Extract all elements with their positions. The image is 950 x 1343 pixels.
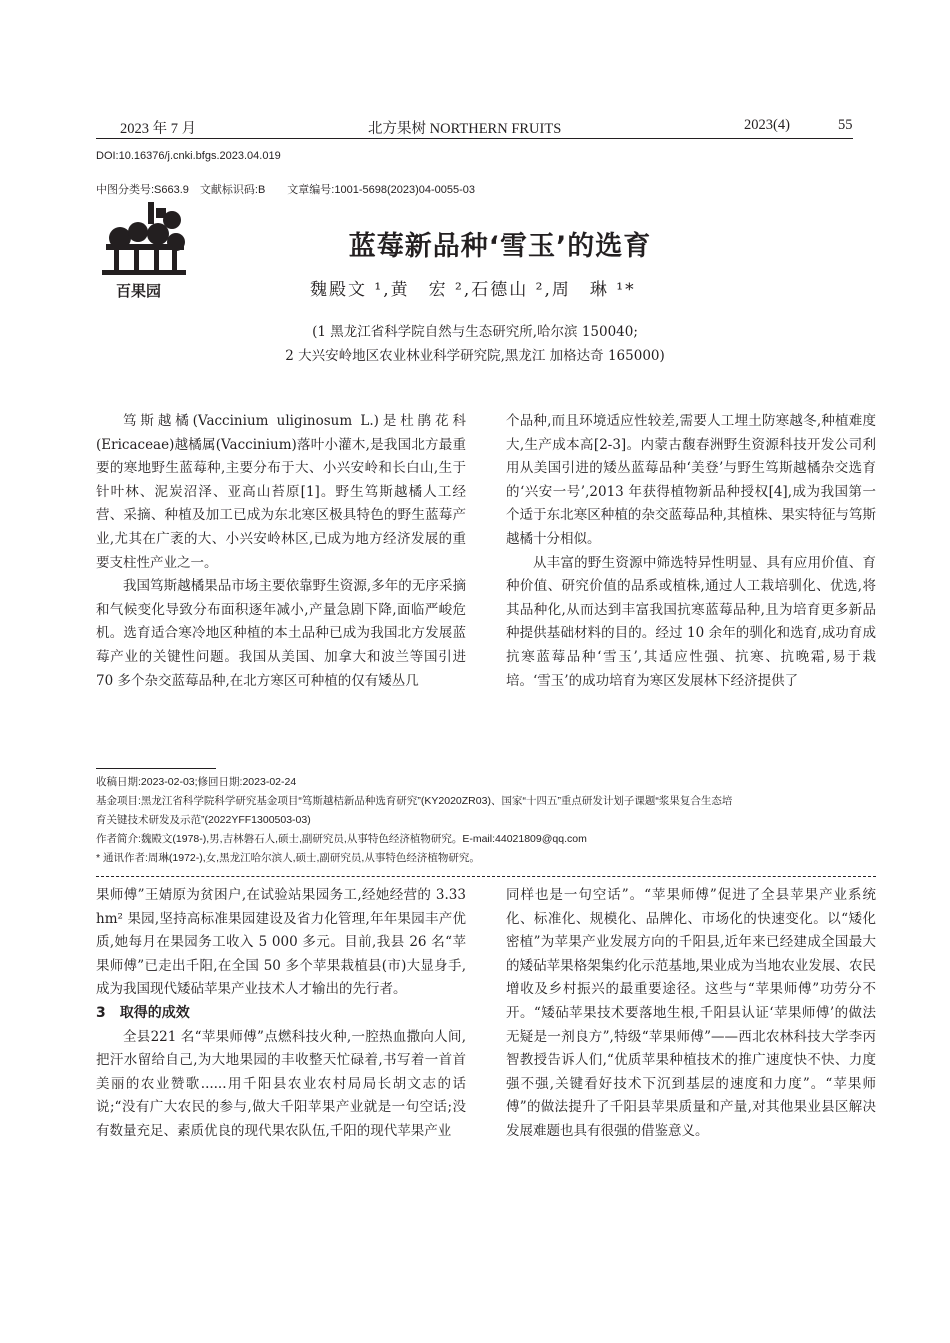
author-list: 魏殿文 ¹,黄 宏 ²,石德山 ²,周 琳 ¹* — [310, 280, 636, 300]
footnote-funding: 基金项目:黑龙江省科学院科学研究基金项目“笃斯越桔新品种选育研究”(KY2020ZR03)、国家“十四五”重点研发计划子课题“浆果复合生态培 — [96, 795, 733, 807]
continuation-column-left — [96, 884, 466, 1244]
body-column-right — [506, 410, 876, 765]
article-title: 蓝莓新品种‘雪玉’的选育 — [348, 231, 652, 262]
footnote-received: 收稿日期:2023-02-03;修回日期:2023-02-24 — [96, 776, 297, 788]
paragraph: 全县221 名“苹果师傅”点燃科技火种,一腔热血撒向人间,把汗水留给自己,为大地果园的丰收整天忙碌着,书写着一首首美丽的农业赞歌......用千阳县农业农村局局长胡文志的话说;“没有广大农民的参与,做大千阳苹果产业就是一句空话;没有数量充足、素质优良的现代果农队伍,千阳的现代苹果产业 — [96, 1028, 466, 1139]
footnote-rule — [96, 768, 216, 769]
paragraph: 从丰富的野生资源中筛选特异性明显、具有应用价值、育种价值、研究价值的品系或植株,通过人工栽培驯化、优选,将其品种化,从而达到丰富我国抗寒蓝莓品种,且为培育更多新品种提供基础材料的目的。经过 10 余年的驯化和选育,成功育成抗寒蓝莓品种‘雪玉’,其适应性强、抗寒、抗晚霜,易于栽培。‘雪玉’的成功培育为寒区发展林下经济提供了 — [506, 554, 876, 689]
section-heading: 3 取得的成效 — [96, 1004, 190, 1021]
paragraph: 笃斯越橘(Vaccinium uliginosum L.)是杜鹃花科(Ericaceae)越橘属(Vaccinium)落叶小灌木,是我国北方最重要的寒地野生蓝莓种,主要分布于大、小兴安岭和长白山,生于针叶林、泥炭沼泽、亚高山苔原[1]。野生笃斯越橘人工经营、采摘、种植及加工已成为东北寒区极具特色的野生蓝莓产业,尤其在广袤的大、小兴安岭林区,已成为地方经济发展的重要支柱性产业之一。 — [96, 413, 466, 571]
paragraph: 同样也是一句空话”。“苹果师傅”促进了全县苹果产业系统化、标准化、规模化、品牌化、市场化的快速变化。以“矮化密植”为苹果产业发展方向的千阳县,近年来已经建成全国最大的矮砧苹果格架集约化示范基地,果业成为当地农业发展、农民增收及乡村振兴的最重要途径。这些与“苹果师傅”功劳分不开。“矮砧苹果技术要落地生根,千阳县认证‘苹果师傅’的做法无疑是一剂良方”,特级“苹果师傅”——西北农林科技大学李丙智教授告诉人们,“优质苹果种植技术的推广速度快不快、力度强不强,关键看好技术下沉到基层的速度和力度”。“苹果师傅”的做法提升了千阳县苹果质量和产量,对其他果业县区解决发展难题也具有很强的借鉴意义。 — [506, 887, 876, 1139]
header-page-number: 55 — [838, 117, 853, 133]
header-journal: 北方果树 NORTHERN FRUITS — [368, 121, 562, 137]
header-date: 2023 年 7 月 — [120, 121, 197, 137]
affiliation-2: 2 大兴安岭地区农业林业科学研究院,黑龙江 加格达奇 165000) — [285, 348, 665, 364]
paragraph: 我国笃斯越橘果品市场主要依靠野生资源,多年的无序采摘和气候变化导致分布面积逐年减小,产量急剧下降,面临严峻危机。选育适合寒冷地区种植的本土品种已成为我国北方发展蓝莓产业的关键性问题。我国从美国、加拿大和波兰等国引进 70 多个杂交蓝莓品种,在北方寒区可种植的仅有矮丛几 — [96, 578, 466, 689]
affiliation-1: (1 黑龙江省科学院自然与生态研究所,哈尔滨 150040; — [312, 324, 638, 340]
logo-label: 百果园 — [116, 282, 162, 300]
header-issue: 2023(4) — [744, 117, 790, 133]
header-rule — [96, 138, 853, 139]
classification-line: 中图分类号:S663.9 文献标识码:B 文章编号:1001-5698(2023)04-0055-03 — [96, 184, 476, 196]
paragraph: 果师傅”王婧原为贫困户,在试验站果园务工,经她经营的 3.33 hm² 果园,坚持高标准果园建设及省力化管理,年年果园丰产优质,她每月在果园务工收入 5 000 多元。目前,我县 26 名“苹果师傅”已走出千阳,在全国 50 多个苹果栽植县(市)大显身手,成为我国现代矮砧苹果产业技术人才输出的先行者。 — [96, 887, 466, 998]
footnotes — [96, 773, 886, 868]
section-cut-line — [96, 876, 876, 877]
body-column-left — [96, 410, 466, 765]
footnote-author-bio: 作者简介:魏殿文(1978-),男,吉林磐石人,硕士,副研究员,从事特色经济植物研究。E-mail:44021809@qq.com — [96, 833, 587, 845]
continuation-column-right — [506, 884, 876, 1214]
footnote-corresponding: * 通讯作者:周琳(1972-),女,黑龙江哈尔滨人,硕士,副研究员,从事特色经济植物研究。 — [96, 852, 480, 864]
doi: DOI:10.16376/j.cnki.bfgs.2023.04.019 — [96, 150, 281, 162]
paragraph: 个品种,而且环境适应性较差,需要人工埋土防寒越冬,种植难度大,生产成本高[2-3]。内蒙古馥春洲野生资源科技开发公司利用从美国引进的矮丛蓝莓品种‘美登’与野生笃斯越橘杂交选育的‘兴安一号’,2013 年获得植物新品种授权[4],成为我国第一个适于东北寒区种植的杂交蓝莓品种,其植株、果实特征与笃斯越橘十分相似。 — [506, 413, 876, 547]
footnote-funding-cont: 育关键技术研发及示范”(2022YFF1300503-03) — [96, 814, 311, 826]
